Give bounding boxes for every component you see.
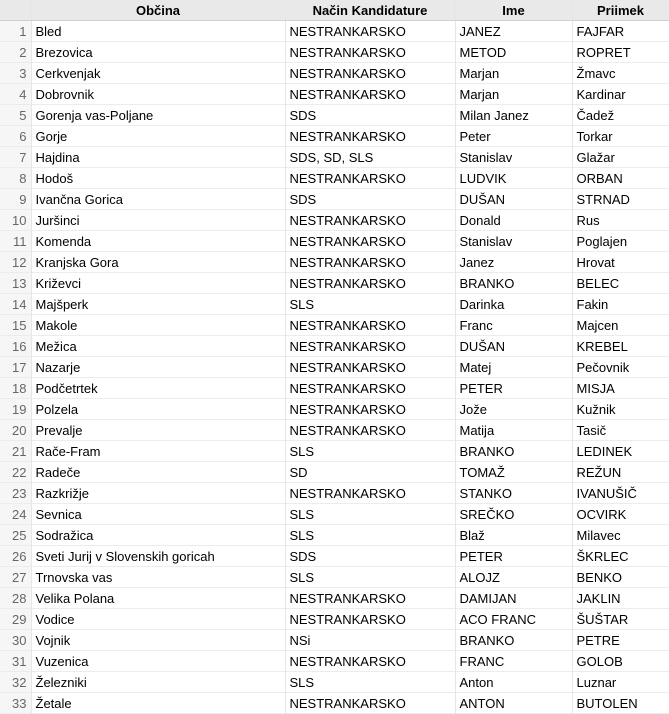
row-number: 18 <box>0 378 31 399</box>
column-header-ime[interactable]: Ime <box>455 0 572 21</box>
cell-priimek[interactable]: MISJA <box>572 378 669 399</box>
table-row[interactable] <box>0 147 669 168</box>
cell-priimek[interactable]: Torkar <box>572 126 669 147</box>
cell-ime[interactable]: Jože <box>455 399 572 420</box>
cell-obcina[interactable]: Bled <box>31 21 285 42</box>
row-number: 22 <box>0 462 31 483</box>
row-number: 11 <box>0 231 31 252</box>
cell-obcina[interactable]: Trnovska vas <box>31 567 285 588</box>
table-row[interactable] <box>0 525 669 546</box>
cell-nacin-kandidature[interactable]: NESTRANKARSKO <box>285 420 455 441</box>
table-row[interactable] <box>0 231 669 252</box>
row-number: 31 <box>0 651 31 672</box>
cell-nacin-kandidature[interactable]: NESTRANKARSKO <box>285 399 455 420</box>
row-number: 27 <box>0 567 31 588</box>
row-number: 26 <box>0 546 31 567</box>
row-number: 9 <box>0 189 31 210</box>
cell-nacin-kandidature[interactable]: NESTRANKARSKO <box>285 126 455 147</box>
cell-obcina[interactable]: Vodice <box>31 609 285 630</box>
table-row[interactable] <box>0 546 669 567</box>
cell-priimek[interactable]: IVANUŠIČ <box>572 483 669 504</box>
cell-ime[interactable]: Franc <box>455 315 572 336</box>
table-row[interactable] <box>0 210 669 231</box>
row-number: 6 <box>0 126 31 147</box>
row-number: 21 <box>0 441 31 462</box>
cell-nacin-kandidature[interactable]: SDS <box>285 546 455 567</box>
cell-priimek[interactable]: Kužnik <box>572 399 669 420</box>
cell-obcina[interactable]: Žetale <box>31 693 285 714</box>
row-number: 2 <box>0 42 31 63</box>
cell-obcina[interactable]: Cerkvenjak <box>31 63 285 84</box>
cell-priimek[interactable]: ŠKRLEC <box>572 546 669 567</box>
cell-nacin-kandidature[interactable]: SDS <box>285 189 455 210</box>
cell-ime[interactable]: STANKO <box>455 483 572 504</box>
row-number: 17 <box>0 357 31 378</box>
table-row[interactable] <box>0 462 669 483</box>
column-header-obcina[interactable]: Občina <box>31 0 285 21</box>
table-row[interactable] <box>0 357 669 378</box>
cell-obcina[interactable]: Kranjska Gora <box>31 252 285 273</box>
cell-nacin-kandidature[interactable]: NESTRANKARSKO <box>285 168 455 189</box>
table-row[interactable] <box>0 651 669 672</box>
cell-priimek[interactable]: ŠUŠTAR <box>572 609 669 630</box>
cell-ime[interactable]: Blaž <box>455 525 572 546</box>
table-row[interactable] <box>0 504 669 525</box>
cell-ime[interactable]: Milan Janez <box>455 105 572 126</box>
cell-ime[interactable]: FRANC <box>455 651 572 672</box>
row-number: 10 <box>0 210 31 231</box>
cell-priimek[interactable]: BENKO <box>572 567 669 588</box>
cell-ime[interactable]: JANEZ <box>455 21 572 42</box>
cell-nacin-kandidature[interactable]: NESTRANKARSKO <box>285 273 455 294</box>
cell-ime[interactable]: BRANKO <box>455 273 572 294</box>
cell-obcina[interactable]: Brezovica <box>31 42 285 63</box>
cell-priimek[interactable]: Poglajen <box>572 231 669 252</box>
cell-priimek[interactable]: Luznar <box>572 672 669 693</box>
cell-ime[interactable]: Janez <box>455 252 572 273</box>
cell-nacin-kandidature[interactable]: NESTRANKARSKO <box>285 84 455 105</box>
row-number: 7 <box>0 147 31 168</box>
row-number: 12 <box>0 252 31 273</box>
cell-ime[interactable]: TOMAŽ <box>455 462 572 483</box>
cell-priimek[interactable]: Hrovat <box>572 252 669 273</box>
cell-priimek[interactable]: BELEC <box>572 273 669 294</box>
cell-ime[interactable]: Donald <box>455 210 572 231</box>
cell-priimek[interactable]: Pečovnik <box>572 357 669 378</box>
row-number: 20 <box>0 420 31 441</box>
row-number: 32 <box>0 672 31 693</box>
row-number: 15 <box>0 315 31 336</box>
cell-obcina[interactable]: Sveti Jurij v Slovenskih goricah <box>31 546 285 567</box>
cell-obcina[interactable]: Polzela <box>31 399 285 420</box>
cell-ime[interactable]: DAMIJAN <box>455 588 572 609</box>
row-number: 29 <box>0 609 31 630</box>
cell-obcina[interactable]: Majšperk <box>31 294 285 315</box>
cell-obcina[interactable]: Vojnik <box>31 630 285 651</box>
table-row[interactable] <box>0 315 669 336</box>
cell-obcina[interactable]: Vuzenica <box>31 651 285 672</box>
table-row[interactable] <box>0 189 669 210</box>
cell-ime[interactable]: SREČKO <box>455 504 572 525</box>
row-number-header <box>0 0 31 21</box>
cell-ime[interactable]: BRANKO <box>455 441 572 462</box>
row-number: 4 <box>0 84 31 105</box>
table-row[interactable] <box>0 672 669 693</box>
cell-nacin-kandidature[interactable]: SDS <box>285 105 455 126</box>
cell-ime[interactable]: ANTON <box>455 693 572 714</box>
cell-obcina[interactable]: Mežica <box>31 336 285 357</box>
row-number: 1 <box>0 21 31 42</box>
cell-priimek[interactable]: Majcen <box>572 315 669 336</box>
cell-obcina[interactable]: Komenda <box>31 231 285 252</box>
cell-obcina[interactable]: Gorenja vas-Poljane <box>31 105 285 126</box>
header-row <box>0 0 669 21</box>
cell-priimek[interactable]: ORBAN <box>572 168 669 189</box>
table-row[interactable] <box>0 378 669 399</box>
cell-priimek[interactable]: Milavec <box>572 525 669 546</box>
row-number: 28 <box>0 588 31 609</box>
cell-ime[interactable]: Marjan <box>455 84 572 105</box>
table-row[interactable] <box>0 42 669 63</box>
table-row[interactable] <box>0 588 669 609</box>
table-body <box>0 21 669 714</box>
table-row[interactable] <box>0 567 669 588</box>
table-row[interactable] <box>0 630 669 651</box>
cell-priimek[interactable]: Tasič <box>572 420 669 441</box>
cell-obcina[interactable]: Gorje <box>31 126 285 147</box>
cell-nacin-kandidature[interactable]: NESTRANKARSKO <box>285 336 455 357</box>
cell-priimek[interactable]: STRNAD <box>572 189 669 210</box>
cell-nacin-kandidature[interactable]: NESTRANKARSKO <box>285 63 455 84</box>
table-row[interactable] <box>0 252 669 273</box>
cell-ime[interactable]: METOD <box>455 42 572 63</box>
cell-obcina[interactable]: Sodražica <box>31 525 285 546</box>
table-row[interactable] <box>0 63 669 84</box>
cell-priimek[interactable]: Čadež <box>572 105 669 126</box>
cell-nacin-kandidature[interactable]: NESTRANKARSKO <box>285 42 455 63</box>
cell-obcina[interactable]: Križevci <box>31 273 285 294</box>
cell-nacin-kandidature[interactable]: NESTRANKARSKO <box>285 210 455 231</box>
cell-obcina[interactable]: Razkrižje <box>31 483 285 504</box>
cell-nacin-kandidature[interactable]: NSi <box>285 630 455 651</box>
cell-ime[interactable]: Marjan <box>455 63 572 84</box>
row-number: 5 <box>0 105 31 126</box>
cell-nacin-kandidature[interactable]: NESTRANKARSKO <box>285 483 455 504</box>
cell-obcina[interactable]: Juršinci <box>31 210 285 231</box>
cell-nacin-kandidature[interactable]: SLS <box>285 294 455 315</box>
row-number: 30 <box>0 630 31 651</box>
cell-nacin-kandidature[interactable]: NESTRANKARSKO <box>285 693 455 714</box>
table-row[interactable] <box>0 399 669 420</box>
table-row[interactable] <box>0 84 669 105</box>
cell-ime[interactable]: Matej <box>455 357 572 378</box>
table-row[interactable] <box>0 168 669 189</box>
cell-ime[interactable]: PETER <box>455 378 572 399</box>
cell-ime[interactable]: Stanislav <box>455 231 572 252</box>
table-row[interactable] <box>0 483 669 504</box>
cell-priimek[interactable]: KREBEL <box>572 336 669 357</box>
cell-obcina[interactable]: Sevnica <box>31 504 285 525</box>
cell-priimek[interactable]: Glažar <box>572 147 669 168</box>
cell-ime[interactable]: DUŠAN <box>455 189 572 210</box>
column-header-priimek[interactable]: Priimek <box>572 0 669 21</box>
cell-priimek[interactable]: Kardinar <box>572 84 669 105</box>
row-number: 8 <box>0 168 31 189</box>
table-row[interactable] <box>0 105 669 126</box>
cell-obcina[interactable]: Velika Polana <box>31 588 285 609</box>
cell-nacin-kandidature[interactable]: NESTRANKARSKO <box>285 588 455 609</box>
cell-obcina[interactable]: Hodoš <box>31 168 285 189</box>
cell-ime[interactable]: BRANKO <box>455 630 572 651</box>
row-number: 13 <box>0 273 31 294</box>
row-number: 24 <box>0 504 31 525</box>
cell-ime[interactable]: Matija <box>455 420 572 441</box>
cell-ime[interactable]: Stanislav <box>455 147 572 168</box>
cell-ime[interactable]: ACO FRANC <box>455 609 572 630</box>
row-number: 19 <box>0 399 31 420</box>
cell-ime[interactable]: LUDVIK <box>455 168 572 189</box>
cell-priimek[interactable]: LEDINEK <box>572 441 669 462</box>
cell-obcina[interactable]: Dobrovnik <box>31 84 285 105</box>
cell-obcina[interactable]: Prevalje <box>31 420 285 441</box>
table-row[interactable] <box>0 336 669 357</box>
cell-nacin-kandidature[interactable]: SLS <box>285 672 455 693</box>
table-row[interactable] <box>0 273 669 294</box>
cell-priimek[interactable]: REŽUN <box>572 462 669 483</box>
table-row[interactable] <box>0 126 669 147</box>
row-number: 14 <box>0 294 31 315</box>
cell-nacin-kandidature[interactable]: SLS <box>285 525 455 546</box>
cell-nacin-kandidature[interactable]: SD <box>285 462 455 483</box>
row-number: 16 <box>0 336 31 357</box>
cell-nacin-kandidature[interactable]: NESTRANKARSKO <box>285 252 455 273</box>
cell-obcina[interactable]: Rače-Fram <box>31 441 285 462</box>
column-header-nacin-kandidature[interactable]: Način Kandidature <box>285 0 455 21</box>
cell-nacin-kandidature[interactable]: NESTRANKARSKO <box>285 357 455 378</box>
cell-nacin-kandidature[interactable]: NESTRANKARSKO <box>285 231 455 252</box>
table-row[interactable] <box>0 693 669 714</box>
cell-obcina[interactable]: Radeče <box>31 462 285 483</box>
cell-obcina[interactable]: Nazarje <box>31 357 285 378</box>
table-row[interactable] <box>0 21 669 42</box>
cell-nacin-kandidature[interactable]: NESTRANKARSKO <box>285 651 455 672</box>
cell-obcina[interactable]: Podčetrtek <box>31 378 285 399</box>
cell-ime[interactable]: Peter <box>455 126 572 147</box>
cell-priimek[interactable]: FAJFAR <box>572 21 669 42</box>
cell-priimek[interactable]: GOLOB <box>572 651 669 672</box>
cell-nacin-kandidature[interactable]: NESTRANKARSKO <box>285 609 455 630</box>
row-number: 23 <box>0 483 31 504</box>
cell-nacin-kandidature[interactable]: NESTRANKARSKO <box>285 378 455 399</box>
row-number: 33 <box>0 693 31 714</box>
cell-nacin-kandidature[interactable]: NESTRANKARSKO <box>285 315 455 336</box>
table-row[interactable] <box>0 420 669 441</box>
cell-nacin-kandidature[interactable]: SDS, SD, SLS <box>285 147 455 168</box>
cell-priimek[interactable]: OCVIRK <box>572 504 669 525</box>
cell-priimek[interactable]: PETRE <box>572 630 669 651</box>
cell-priimek[interactable]: ROPRET <box>572 42 669 63</box>
cell-ime[interactable]: Anton <box>455 672 572 693</box>
cell-priimek[interactable]: BUTOLEN <box>572 693 669 714</box>
cell-ime[interactable]: ALOJZ <box>455 567 572 588</box>
table-row[interactable] <box>0 441 669 462</box>
table-row[interactable] <box>0 609 669 630</box>
cell-priimek[interactable]: JAKLIN <box>572 588 669 609</box>
cell-obcina[interactable]: Makole <box>31 315 285 336</box>
cell-nacin-kandidature[interactable]: NESTRANKARSKO <box>285 21 455 42</box>
cell-priimek[interactable]: Fakin <box>572 294 669 315</box>
row-number: 3 <box>0 63 31 84</box>
cell-obcina[interactable]: Hajdina <box>31 147 285 168</box>
cell-ime[interactable]: Darinka <box>455 294 572 315</box>
cell-priimek[interactable]: Rus <box>572 210 669 231</box>
cell-ime[interactable]: DUŠAN <box>455 336 572 357</box>
cell-priimek[interactable]: Žmavc <box>572 63 669 84</box>
cell-nacin-kandidature[interactable]: SLS <box>285 567 455 588</box>
table-row[interactable] <box>0 294 669 315</box>
cell-ime[interactable]: PETER <box>455 546 572 567</box>
cell-nacin-kandidature[interactable]: SLS <box>285 504 455 525</box>
cell-nacin-kandidature[interactable]: SLS <box>285 441 455 462</box>
row-number: 25 <box>0 525 31 546</box>
cell-obcina[interactable]: Ivančna Gorica <box>31 189 285 210</box>
cell-obcina[interactable]: Železniki <box>31 672 285 693</box>
